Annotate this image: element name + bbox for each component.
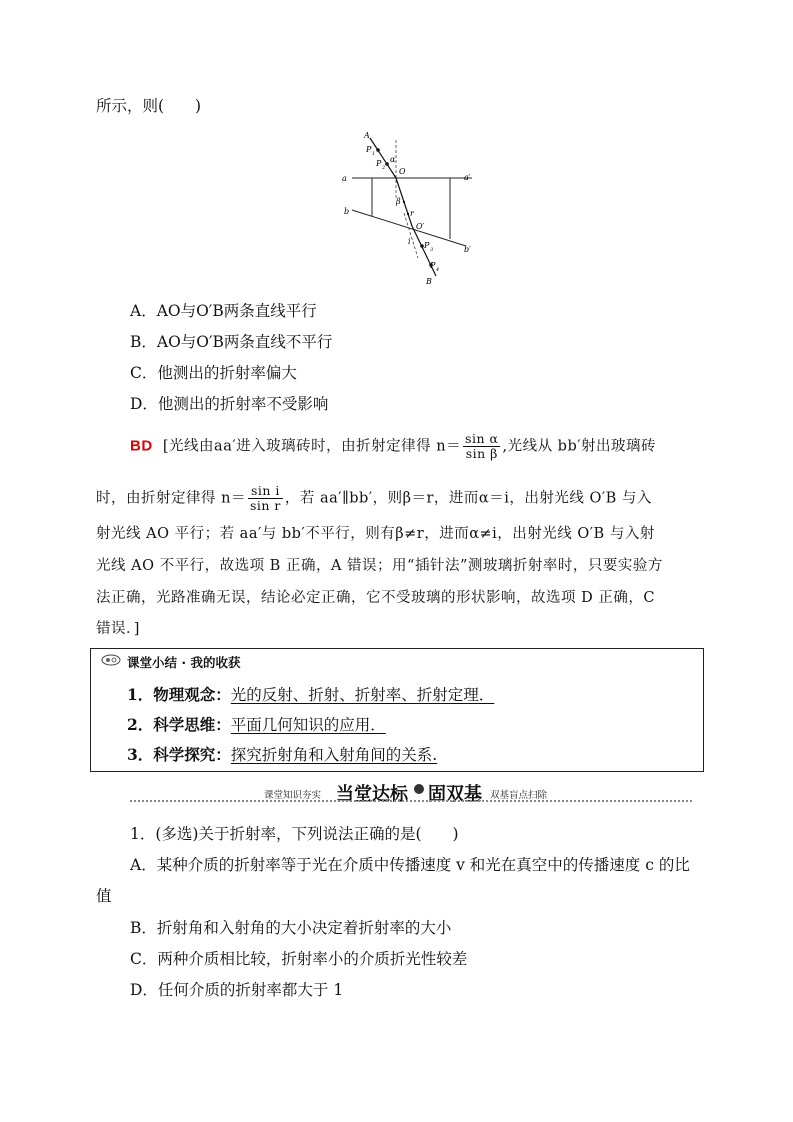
label-P2-sub: 2 [382, 165, 386, 171]
summary-item-label: 2．科学思维： [127, 715, 231, 734]
summary-item [127, 683, 494, 705]
summary-item [127, 743, 437, 765]
summary-item-label: 3．科学探究： [127, 745, 231, 764]
summary-item-value: 探究折射角和入射角间的关系. [230, 746, 438, 764]
label-beta: β [396, 197, 401, 206]
label-alpha: α [390, 155, 396, 164]
question-stem-tail: 所示，则( ) [96, 97, 202, 115]
label-P2: P [376, 159, 382, 168]
answer-line-2 [96, 484, 652, 513]
answer-line-5: 法正确，光路准确无误，结论必定正确，它不受玻璃的形状影响，故选项 D 正确，C [96, 590, 655, 606]
banner-separator-icon [414, 784, 424, 794]
summary-item-value: 平面几何知识的应用． [230, 716, 386, 734]
label-P4-sub: 4 [436, 267, 440, 273]
label-P1: P [366, 145, 372, 154]
summary-box [90, 648, 704, 772]
label-b-prime: b′ [464, 245, 471, 254]
answer-text: ，若 aa′∥bb′，则β＝r，进而α＝i，出射光线 O′B 与入 [284, 490, 652, 507]
summary-item-value: 光的反射、折射、折射率、折射定理． [230, 686, 495, 704]
banner-main: 当堂达标 [336, 784, 408, 805]
label-i: i [408, 237, 411, 246]
refraction-diagram [340, 128, 490, 288]
option-b: B．AO与O′B两条直线不平行 [130, 333, 333, 351]
answer-line-4: 光线 AO 不平行，故选项 B 正确，A 错误；用“插针法”测玻璃折射率时，只要实验方 [96, 558, 663, 574]
option-c: C．他测出的折射率偏大 [130, 364, 297, 382]
label-P3: P [424, 241, 430, 250]
option-d: D．他测出的折射率不受影响 [130, 395, 329, 413]
exercise-option-a: A．某种介质的折射率等于光在介质中传播速度 v 和光在真空中的传播速度 c 的比 [130, 856, 690, 874]
label-B: B [426, 277, 432, 286]
summary-icon [101, 654, 121, 666]
exercise-option-d: D．任何介质的折射率都大于 1 [130, 981, 344, 999]
answer-text: [光线由aa′进入玻璃砖时，由折射定律得 n＝ [162, 438, 462, 455]
label-P1-sub: 1 [372, 151, 376, 157]
option-a: A．AO与O′B两条直线平行 [130, 302, 317, 320]
label-O-prime: O′ [416, 222, 425, 231]
exercise-option-c: C．两种介质相比较，折射率小的介质折光性较差 [130, 950, 468, 968]
label-O: O [399, 167, 406, 176]
summary-item [127, 713, 386, 735]
fraction-sin-i-r: $\frac{\text{sin i}}{\text{sin r}}$ [249, 483, 281, 513]
answer-key: BD [130, 437, 153, 455]
section-banner [130, 780, 692, 804]
exercise-option-a-cont: 值 [96, 887, 112, 905]
label-a-prime: a′ [464, 173, 471, 182]
label-b: b [344, 207, 350, 216]
banner-right: 双基盲点扫除 [490, 790, 548, 801]
exercise-stem: 1．(多选)关于折射率，下列说法正确的是( ) [130, 825, 459, 843]
answer-line-1 [130, 432, 656, 461]
answer-text: ,光线从 bb′射出玻璃砖 [502, 438, 657, 455]
label-A: A [364, 131, 370, 140]
banner-main-2: 固双基 [428, 784, 482, 805]
label-P4: P [430, 261, 436, 270]
answer-text: 时，由折射定律得 n＝ [96, 490, 246, 507]
banner-divider [130, 800, 692, 802]
fraction-sin-alpha-beta: $\frac{\text{sin α}}{\text{sin β}}$ [465, 431, 499, 461]
answer-line-6: 错误．] [96, 621, 140, 637]
label-P3-sub: 3 [430, 247, 434, 253]
summary-item-label: 1．物理观念： [127, 685, 231, 704]
answer-line-3: 射光线 AO 平行；若 aa′与 bb′不平行，则有β≠r，进而α≠i，出射光线 O′B 与入射 [96, 526, 655, 542]
banner-left: 课堂知识夯实 [264, 790, 322, 801]
summary-title: 课堂小结 · 我的收获 [127, 655, 241, 670]
exercise-option-b: B．折射角和入射角的大小决定着折射率的大小 [130, 919, 452, 937]
label-r: r [410, 209, 414, 218]
label-a: a [342, 174, 347, 183]
